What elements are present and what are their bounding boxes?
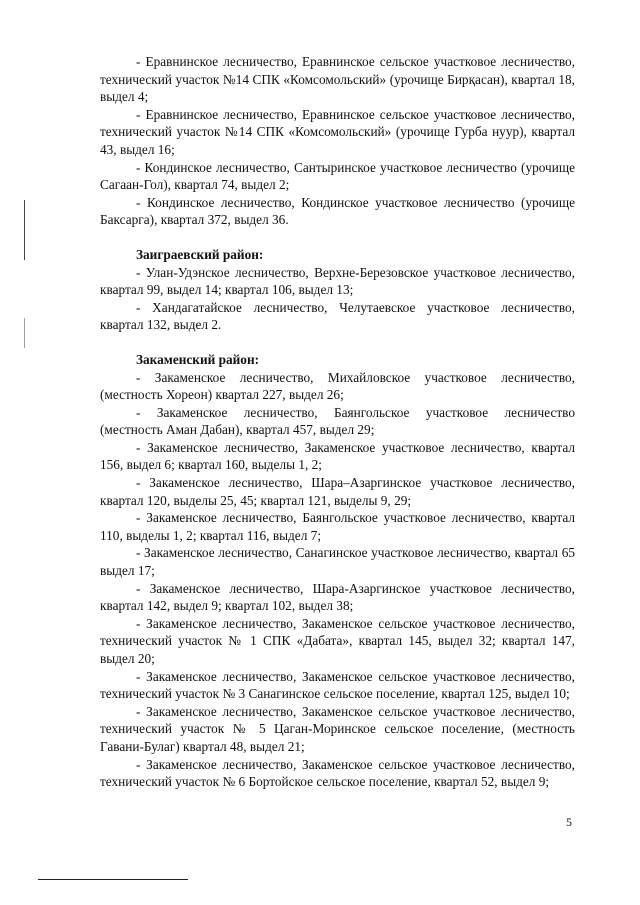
list-item: - Еравнинское лесничество, Еравнинское сельское участковое лесничество, технический участок №14 СПК «Комсомольский» (урочище Бирқасан), квартал 18, выдел 4; [100,54,575,105]
section-heading: Закаменский район: [136,351,260,367]
list-item: - Закаменское лесничество, Закаменское сельское участковое лесничество, технический участок № 6 Бортойское сельское поселение, квартал 52, выдел 9; [100,756,575,790]
list-item: - Закаменское лесничество, Баянгольское участковое лесничество (местность Аман Дабан), квартал 457, выдел 29; [100,404,575,438]
margin-mark-bottom [24,318,25,348]
list-item: - Закаменское лесничество, Михайловское участковое лесничество, (местность Хореон) квартал 227, выдел 26; [100,369,575,403]
list-item: - Закаменское лесничество, Закаменское сельское участковое лесничество, технический участок № 1 СПК «Дабата», квартал 145, выдел 32; квартал 147, выдел 20; [100,615,575,666]
list-item: - Закаменское лесничество, Закаменское сельское участковое лесничество, технический участок № 5 Цаган-Моринское сельское поселение, (местность Гавани-Булаг) квартал 48, выдел 21; [100,703,575,754]
footnote-separator [38,879,188,880]
list-item: - Кондинское лесничество, Кондинское участковое лесничество (урочище Баксарга), квартал 372, выдел 36. [100,194,575,228]
list-item: - Кондинское лесничество, Сантыринское участковое лесничество (урочище Сагаан-Гол), квартал 74, выдел 2; [100,159,575,193]
section-gap [100,334,575,351]
list-item: - Закаменское лесничество, Шара-Азаргинское участковое лесничество, квартал 142, выдел 9; квартал 102, выдел 38; [100,580,575,614]
list-item: - Еравнинское лесничество, Еравнинское сельское участковое лесничество, технический участок №14 СПК «Комсомольский» (урочище Гурба нуур), квартал 43, выдел 16; [100,106,575,157]
document-body [100,53,575,791]
list-item: - Закаменское лесничество, Шара–Азаргинское участковое лесничество, квартал 120, выделы 25, 45; квартал 121, выделы 9, 29; [100,475,575,508]
section-heading: Заиграевский район: [136,246,264,262]
list-item: - Хандагатайское лесничество, Челутаевское участковое лесничество, квартал 132, выдел 2. [100,299,575,333]
list-item: - Улан-Удэнское лесничество, Верхне-Березовское участковое лесничество, квартал 99, выдел 14; квартал 106, выдел 13; [100,264,575,298]
section-gap [100,229,575,246]
list-item: - Закаменское лесничество, Санагинское участковое лесничество, квартал 65 выдел 17; [100,545,575,579]
margin-mark-top [24,200,25,260]
list-item: - Закаменское лесничество, Закаменское сельское участковое лесничество, технический участок № 3 Санагинское сельское поселение, квартал 125, выдел 10; [100,668,575,702]
page-number: 5 [566,815,572,829]
list-item: - Закаменское лесничество, Баянгольское участковое лесничество, квартал 110, выделы 1, 2; квартал 116, выдел 7; [100,510,575,543]
list-item: - Закаменское лесничество, Закаменское участковое лесничество, квартал 156, выдел 6; квартал 160, выделы 1, 2; [100,439,575,473]
